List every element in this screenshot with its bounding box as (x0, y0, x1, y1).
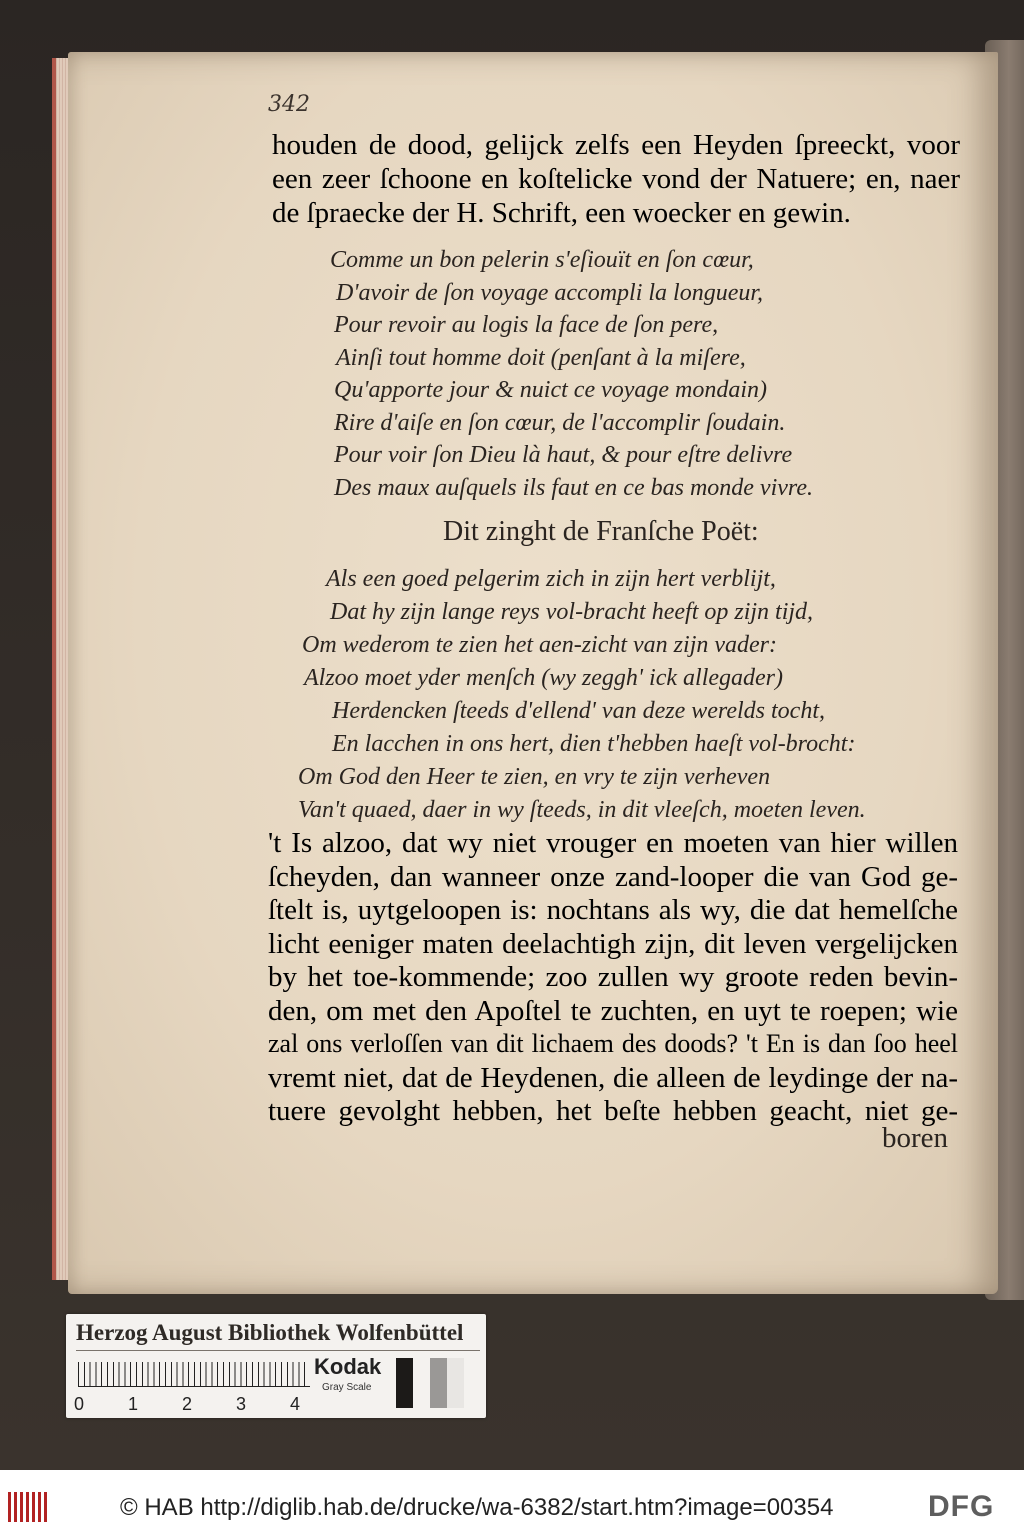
ruler-number: 0 (74, 1394, 85, 1414)
paragraph-line: ſtelt is, uytgeloopen is: nochtans als wy, die dat hemelſche (268, 894, 958, 926)
library-name: Herzog August Bibliothek Wolfenbüttel (76, 1320, 480, 1351)
paragraph-line: vremt niet, dat de Heydenen, die alleen de leydinge der na- (268, 1061, 958, 1094)
paragraph-line: den, om met den Apoſtel te zuchten, en uyt te roepen; wie (268, 994, 958, 1027)
gray-scale-swatch (396, 1358, 464, 1408)
gray-patch (430, 1358, 447, 1408)
poem-line: Als een goed pelgerim zich in zijn hert verblijt, (326, 566, 776, 592)
gray-patch (413, 1358, 430, 1408)
ruler-numbers (72, 1394, 312, 1416)
ruler-number: 1 (128, 1394, 139, 1414)
poem-line: Van't quaed, daer in wy ſteeds, in dit vleeſch, moeten leven. (298, 797, 866, 823)
gray-patch (447, 1358, 464, 1408)
gray-patch (396, 1358, 413, 1408)
paragraph-line: tuere gevolght hebben, het beſte hebben geacht, niet ge- (268, 1095, 958, 1127)
copyright-url[interactable]: © HAB http://diglib.hab.de/drucke/wa-6382/start.htm?image=00354 (120, 1494, 834, 1521)
poem-line: Qu'apporte jour & nuict ce voyage mondain) (334, 377, 768, 403)
library-color-card (66, 1314, 486, 1418)
poem-line: Pour revoir au logis la face de ſon pere, (334, 312, 719, 338)
poem-line: Pour voir ſon Dieu là haut, & pour eſtre delivre (334, 442, 793, 468)
poem-line: Om God den Heer te zien, en vry te zijn verheven (298, 764, 771, 790)
kodak-logo: Kodak (314, 1354, 382, 1379)
paragraph-1 (272, 128, 960, 230)
paragraph-line: zal ons verloſſen van dit lichaem des doods? 't En is dan ſoo heel (268, 1029, 958, 1058)
paragraph-line: een zeer ſchoone en koſtelicke vond der Natuere; en, naer (272, 163, 960, 195)
paragraph-line: de ſpraecke der H. Schrift, een woecker en gewin. (272, 197, 851, 229)
dfg-logo: DFG (928, 1490, 995, 1523)
paragraph-line: licht eeniger maten deelachtigh zijn, dit leven vergelijcken (268, 927, 958, 960)
paragraph-2 (268, 826, 958, 1128)
footer-bar (0, 1470, 1024, 1537)
ruler-number: 4 (290, 1394, 301, 1414)
ruler-scale (78, 1362, 310, 1387)
paragraph-line: ſcheyden, dan wanneer onze zand-looper die van God ge- (268, 860, 958, 893)
paragraph-line: houden de dood, gelijck zelfs een Heyden ſpreeckt, voor (272, 129, 960, 161)
ruler-number: 3 (236, 1394, 247, 1414)
catchword: boren (882, 1122, 949, 1154)
poem-line: Des maux auſquels ils faut en ce bas monde vivre. (334, 474, 814, 501)
paragraph-line: by het toe-kommende; zoo zullen wy groote reden bevin- (268, 961, 958, 993)
poem-line: Comme un bon pelerin s'eſiouït en ſon cœur, (330, 247, 754, 273)
poem-line: Ainſi tout homme doit (penſant à la miſere, (336, 344, 746, 371)
french-poem (330, 244, 813, 504)
dutch-poem (298, 563, 866, 827)
poem-line: Herdencken ſteeds d'ellend' van deze werelds tocht, (332, 698, 825, 724)
poem-line: Dat hy zijn lange reys vol-bracht heeft op zijn tijd, (330, 599, 814, 625)
poem-line: Rire d'aiſe en ſon cœur, de l'accomplir ſoudain. (334, 409, 786, 436)
poem-line: En lacchen in ons hert, dien t'hebben haeſt vol-brocht: (332, 731, 856, 757)
page-number: 342 (268, 92, 310, 117)
hab-logo-icon (8, 1492, 48, 1522)
section-heading: Dit zinght de Franſche Poët: (443, 516, 759, 547)
ruler-number: 2 (182, 1394, 193, 1414)
kodak-subtitle: Gray Scale (322, 1382, 372, 1393)
poem-line: D'avoir de ſon voyage accompli la longueur, (336, 279, 764, 306)
paragraph-line: 't Is alzoo, dat wy niet vrouger en moeten van hier willen (268, 827, 958, 859)
poem-line: Alzoo moet yder menſch (wy zeggh' ick allegader) (304, 665, 783, 691)
poem-line: Om wederom te zien het aen-zicht van zijn vader: (302, 632, 777, 658)
